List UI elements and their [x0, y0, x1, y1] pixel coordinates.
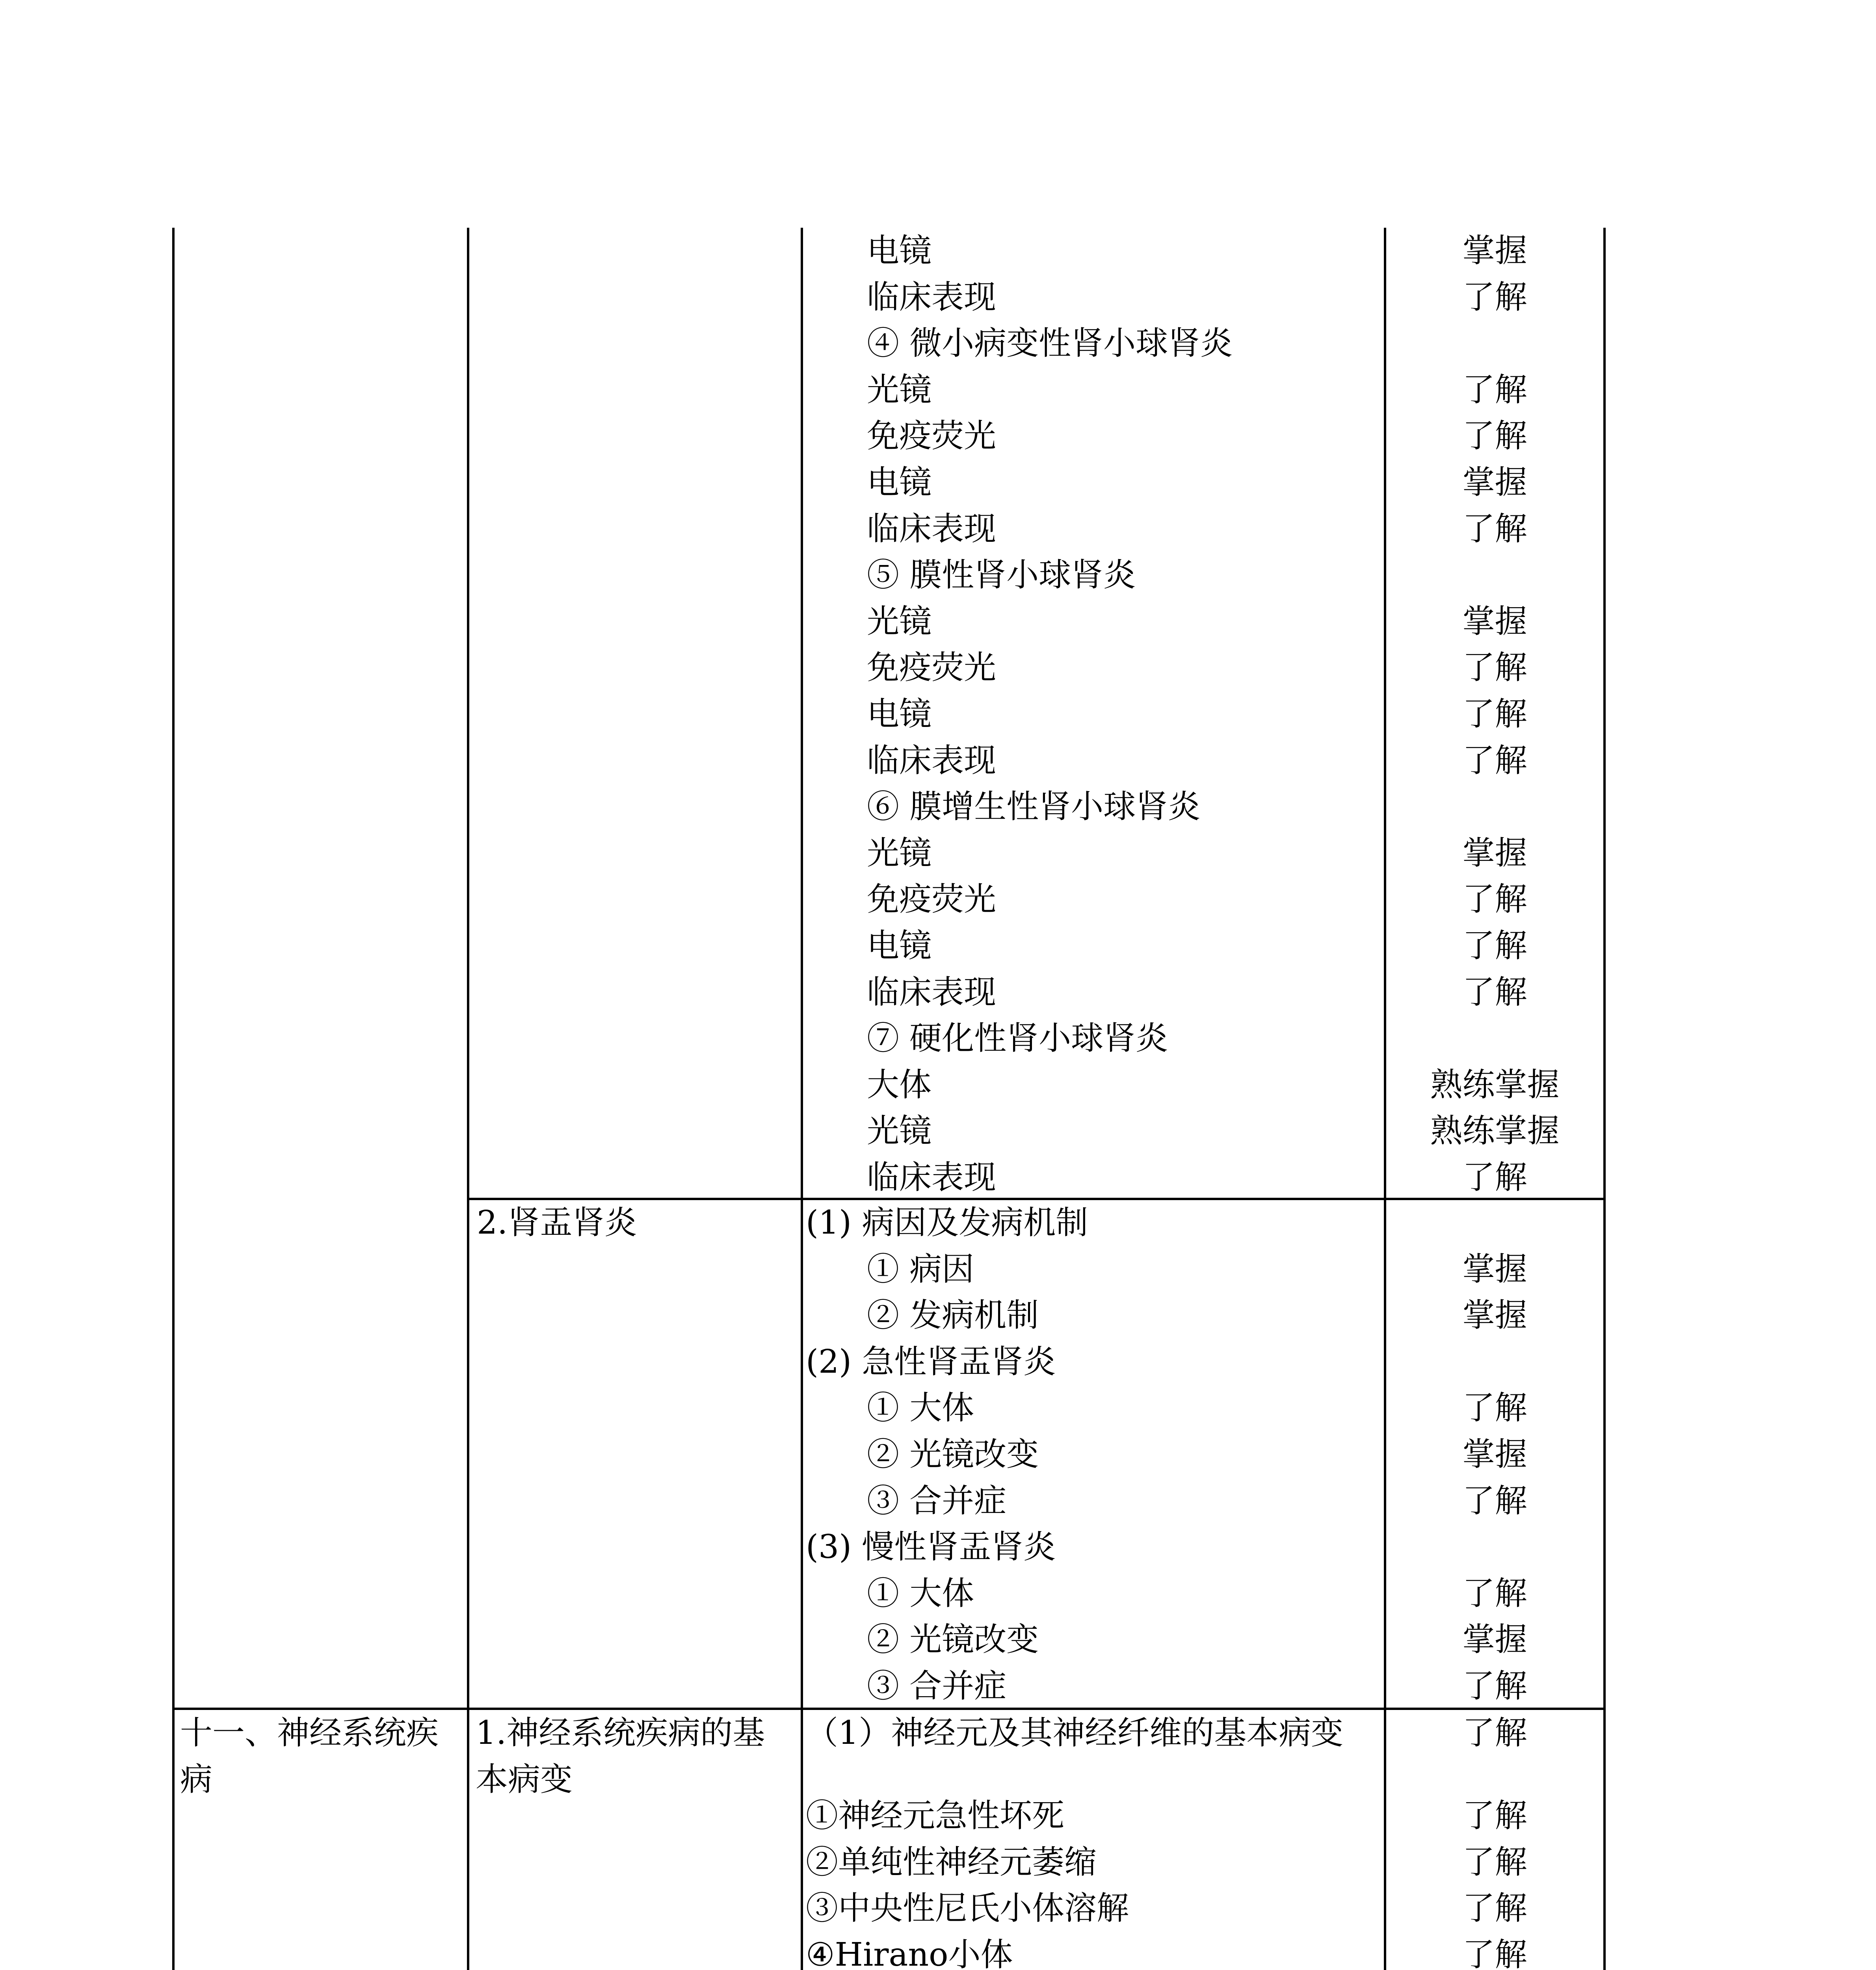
requirement-level: 掌握 — [1462, 1436, 1527, 1473]
content-item: 光镜 — [867, 834, 932, 872]
content-item: 临床表现 — [867, 742, 997, 779]
requirement-level: 了解 — [1462, 1159, 1527, 1196]
requirement-level: 了解 — [1462, 973, 1527, 1011]
requirement-level: 了解 — [1462, 1574, 1527, 1612]
requirement-level: 了解 — [1462, 1714, 1527, 1752]
content-item: 光镜 — [867, 371, 932, 409]
content-item: ②单纯性神经元萎缩 — [806, 1843, 1097, 1881]
content-item: 临床表现 — [867, 973, 997, 1011]
content-item: ① 大体 — [867, 1574, 974, 1612]
content-item: ③ 合并症 — [867, 1482, 1007, 1520]
requirement-level: 了解 — [1462, 1936, 1527, 1970]
content-item: 免疫荧光 — [867, 881, 997, 918]
requirement-level: 掌握 — [1462, 834, 1527, 872]
requirement-level: 了解 — [1462, 278, 1527, 316]
content-item: 光镜 — [867, 602, 932, 640]
content-item: 大体 — [867, 1066, 932, 1104]
content-item: (2) 急性肾盂肾炎 — [806, 1343, 1056, 1381]
requirement-level: 了解 — [1462, 881, 1527, 918]
content-item: ③ 合并症 — [867, 1667, 1007, 1705]
requirement-level: 掌握 — [1462, 602, 1527, 640]
content-item: ④Hirano小体 — [806, 1936, 1013, 1970]
requirement-level: 掌握 — [1462, 232, 1527, 269]
content-item: ⑦ 硬化性肾小球肾炎 — [867, 1020, 1168, 1057]
requirement-level: 熟练掌握 — [1430, 1112, 1560, 1150]
content-item: ① 病因 — [867, 1250, 974, 1288]
content-item: ①神经元急性坏死 — [806, 1797, 1065, 1834]
requirement-level: 掌握 — [1462, 1297, 1527, 1334]
requirement-level: 了解 — [1462, 1482, 1527, 1520]
content-item: (3) 慢性肾盂肾炎 — [806, 1528, 1056, 1566]
content-item: ① 大体 — [867, 1389, 974, 1427]
requirement-level: 了解 — [1462, 417, 1527, 455]
content-item: ③中央性尼氏小体溶解 — [806, 1890, 1129, 1927]
requirement-level: 了解 — [1462, 1843, 1527, 1881]
content-item: ② 光镜改变 — [867, 1436, 1039, 1473]
unit-cell: 1.神经系统疾病的基本病变 — [476, 1714, 765, 1798]
requirement-level: 了解 — [1462, 1667, 1527, 1705]
content-item: 临床表现 — [867, 278, 997, 316]
content-item: 电镜 — [867, 464, 932, 501]
content-item: 临床表现 — [867, 1159, 997, 1196]
requirement-level: 熟练掌握 — [1430, 1066, 1560, 1104]
content-item: 电镜 — [867, 927, 932, 965]
content-item: （1）神经元及其神经纤维的基本病变 — [806, 1714, 1344, 1752]
requirement-level: 了解 — [1462, 371, 1527, 409]
content-item: 光镜 — [867, 1112, 932, 1150]
requirement-level: 了解 — [1462, 1389, 1527, 1427]
content-item: 免疫荧光 — [867, 649, 997, 687]
content-item: 电镜 — [867, 232, 932, 269]
chapter-cell: 十一、神经系统疾病 — [180, 1714, 439, 1798]
content-item: (1) 病因及发病机制 — [806, 1204, 1088, 1241]
requirement-level: 掌握 — [1462, 464, 1527, 501]
content-item: ② 发病机制 — [867, 1297, 1039, 1334]
content-item: 免疫荧光 — [867, 417, 997, 455]
unit-cell: 2.肾盂肾炎 — [477, 1204, 637, 1241]
requirement-level: 了解 — [1462, 1890, 1527, 1927]
requirement-level: 了解 — [1462, 1797, 1527, 1834]
requirement-level: 了解 — [1462, 742, 1527, 779]
requirement-level: 了解 — [1462, 695, 1527, 733]
content-item: ④ 微小病变性肾小球肾炎 — [867, 325, 1233, 362]
content-item: ⑤ 膜性肾小球肾炎 — [867, 556, 1136, 594]
content-item: ⑥ 膜增生性肾小球肾炎 — [867, 788, 1201, 826]
requirement-level: 了解 — [1462, 649, 1527, 687]
content-item: 电镜 — [867, 695, 932, 733]
requirement-level: 了解 — [1462, 510, 1527, 548]
content-item: 临床表现 — [867, 510, 997, 548]
requirement-level: 掌握 — [1462, 1250, 1527, 1288]
requirement-level: 了解 — [1462, 927, 1527, 965]
content-item: ② 光镜改变 — [867, 1621, 1039, 1659]
requirement-level: 掌握 — [1462, 1621, 1527, 1659]
